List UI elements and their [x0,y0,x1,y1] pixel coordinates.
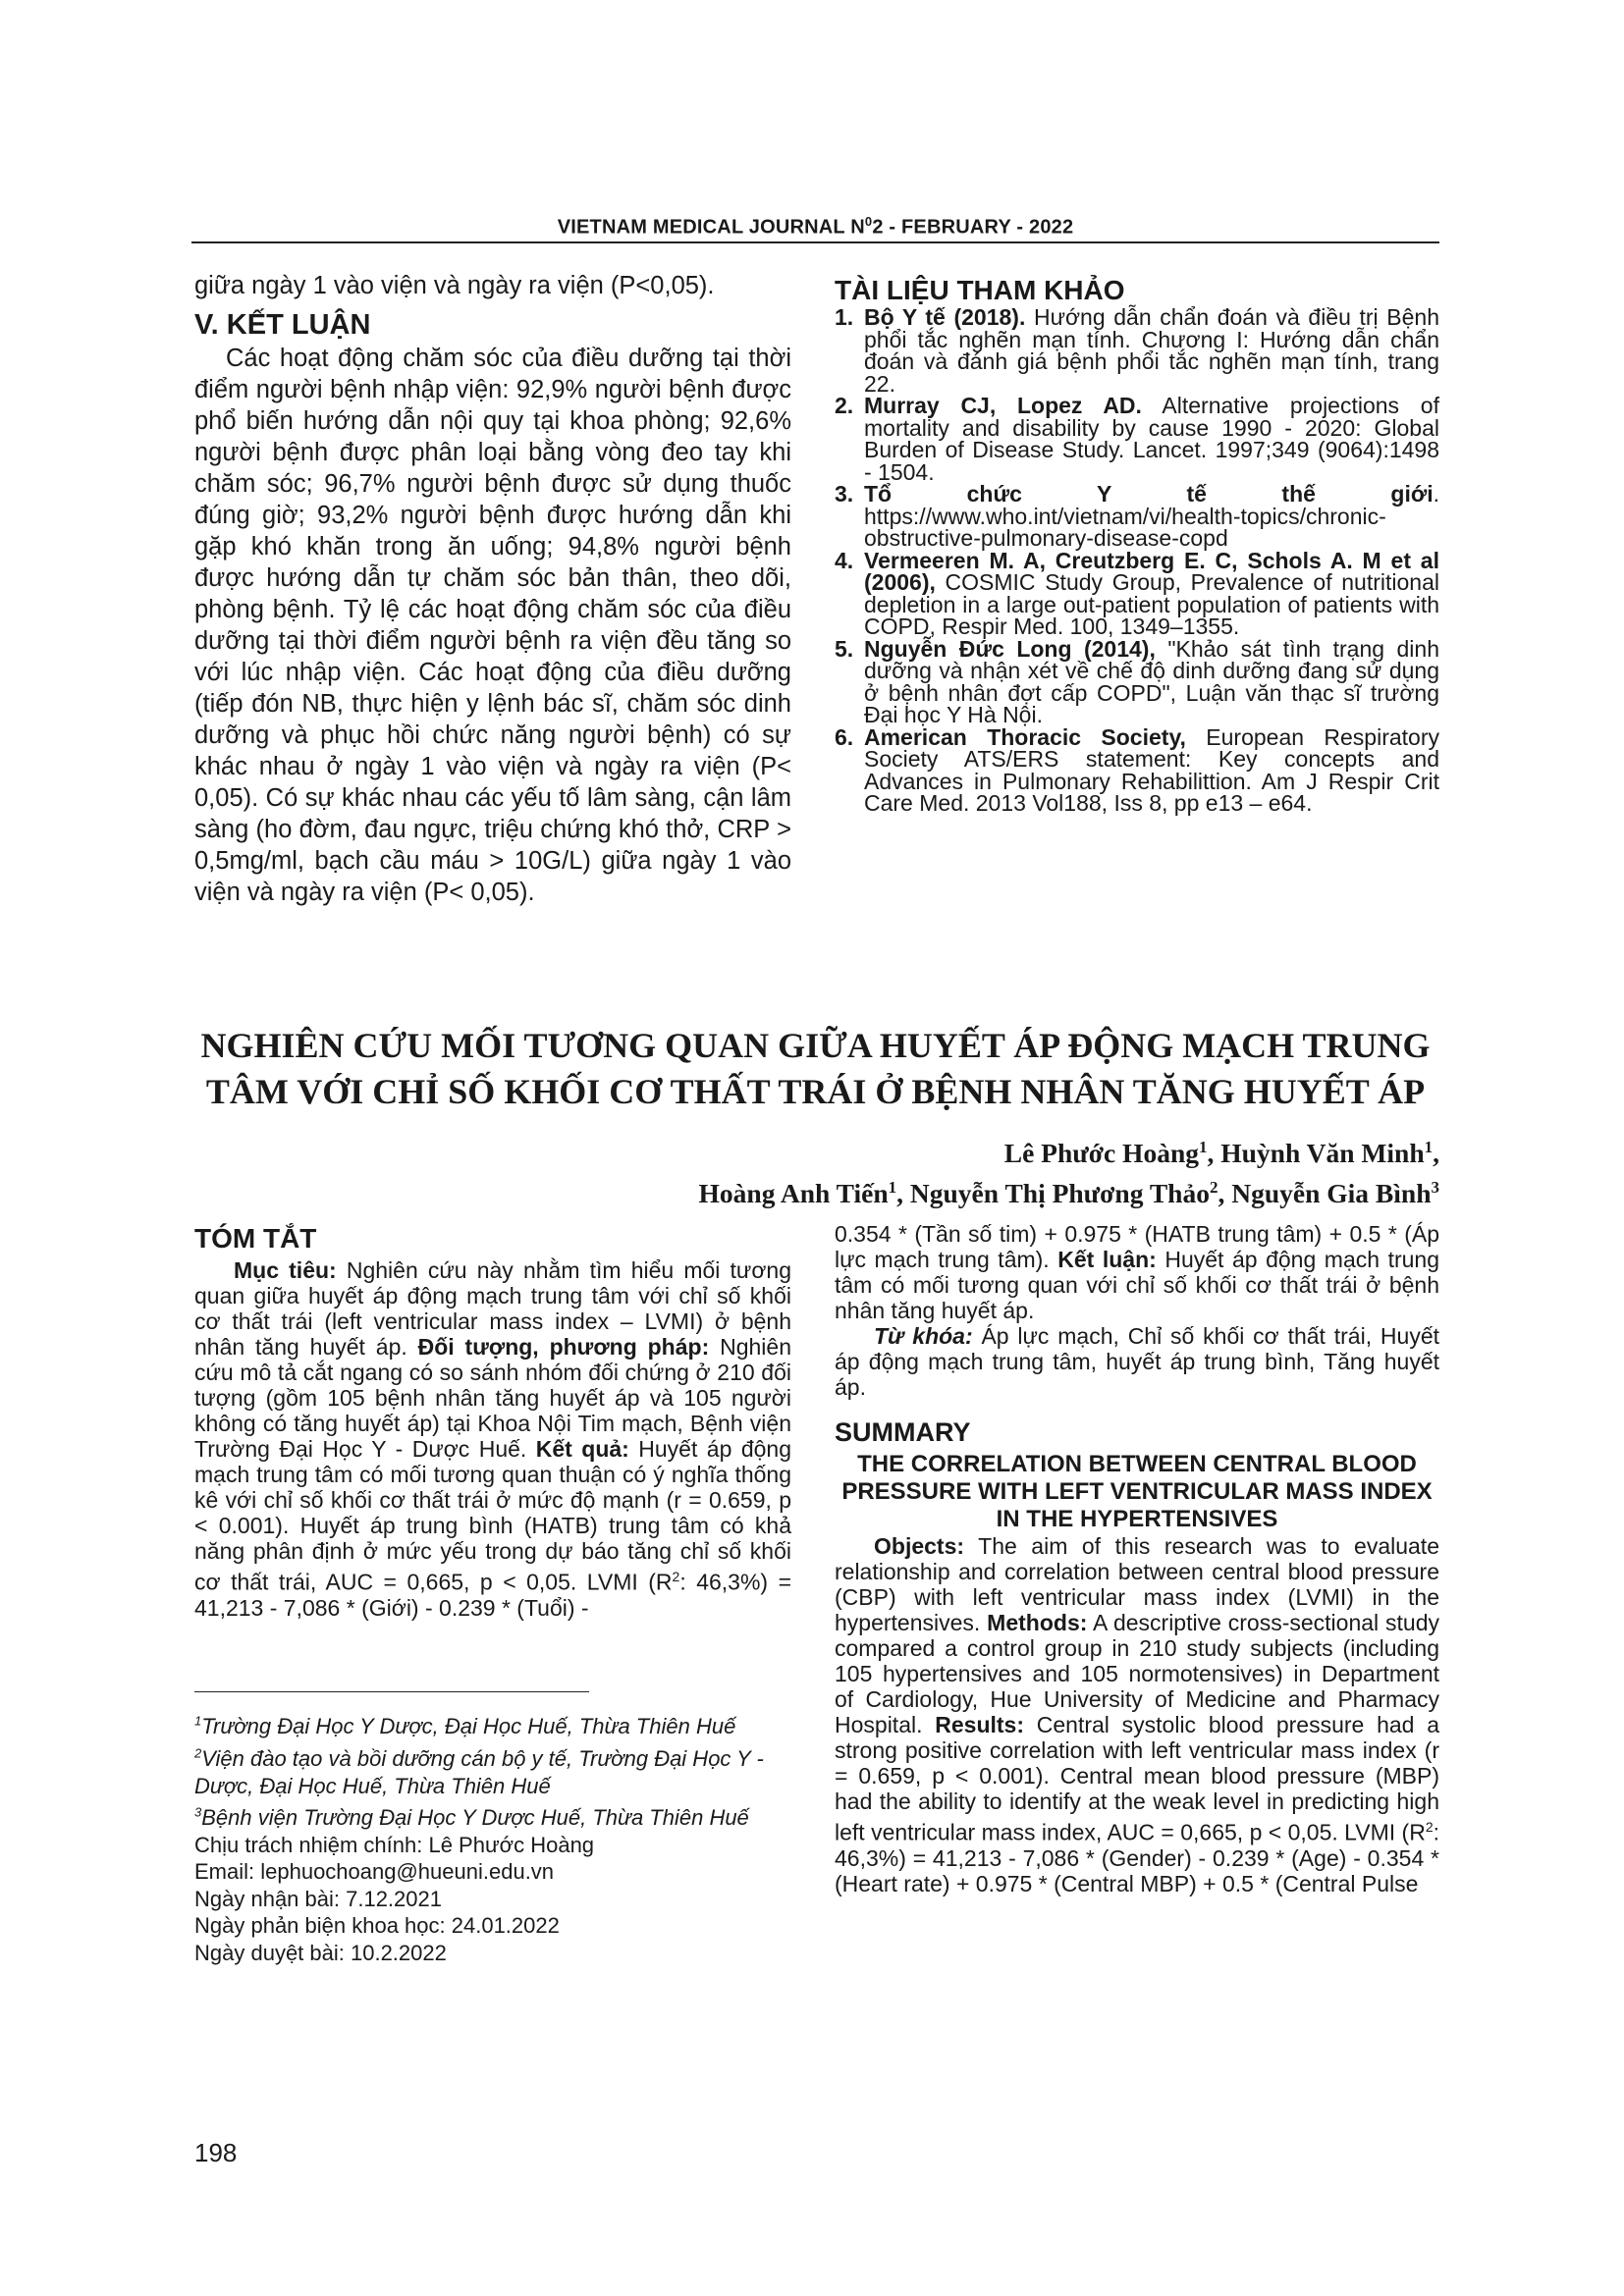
date-reviewed: Ngày phản biện khoa học: 24.01.2022 [194,1913,560,1939]
abstract-title: TÓM TẮT [194,1223,317,1254]
reference-number: 1. [835,304,854,330]
abstract-body [194,1257,791,1621]
reference-number: 5. [835,635,854,662]
date-accepted: Ngày duyệt bài: 10.2.2022 [194,1940,447,1965]
journal-issue: 2 - FEBRUARY - 2022 [872,216,1074,239]
keywords-text: Áp lực mạch, Chỉ số khối cơ thất trái, Huyết áp động mạch trung tâm, huyết áp trung bình, Tăng huyết áp. [835,1323,1439,1400]
references-list [835,306,1439,815]
summary-results-text: Central systolic blood pressure had a strong positive correlation with left ventricular mass index (r = 0.659, p < 0.001). Central mean blood pressure (MBP) had the ability to identify at the weak level in predicting high left ventricular mass index, AUC = 0,665, p < 0,05. LVMI (R [835,1712,1440,1845]
author-affiliation-sup: 1 [1424,1138,1434,1156]
keywords-label: Từ khóa: [874,1323,973,1349]
responsible-author: Chịu trách nhiệm chính: Lê Phước Hoàng [194,1832,595,1857]
footnote-rule [194,1691,589,1692]
conclusion-paragraph: Các hoạt động chăm sóc của điều dưỡng tại thời điểm người bệnh nhập viện: 92,9% người bệnh được phổ biến hướng dẫn nội quy tại khoa phòng; 92,6% người bệnh được phân loại bằng vòng đeo tay khi chăm sóc; 96,7% người bệnh được sử dụng thuốc đúng giờ; 93,2% người bệnh được hướng dẫn khi gặp khó khăn trong ăn uống; 94,8% người bệnh được hướng dẫn tự chăm sóc bản thân, theo dõi, phòng bệnh. Tỷ lệ các hoạt động chăm sóc của điều dưỡng tại thời điểm người bệnh ra viện đều tăng so với lúc nhập viện. Các hoạt động của điều dưỡng (tiếp đón NB, thực hiện y lệnh bác sĩ, chăm sóc dinh dưỡng và phục hồi chức năng người bệnh) có sự khác nhau ở ngày 1 vào viện và ngày ra viện (P< 0,05). Có sự khác nhau các yếu tố lâm sàng, cận lâm sàng (ho đờm, đau ngực, triệu chứng khó thở, CRP > 0,5mg/ml, bạch cầu máu > 10G/L) giữa ngày 1 vào viện và ngày ra viện (P< 0,05). [194,345,791,906]
authors-line-1 [1004,1131,1439,1170]
article-title-line1: NGHIÊN CỨU MỐI TƯƠNG QUAN GIỮA HUYẾT ÁP ĐỘNG MẠCH TRUNG [200,1026,1431,1065]
journal-name: VIETNAM MEDICAL JOURNAL N [557,216,865,239]
abstract-cont-text: 0.354 * (Tần số tim) + 0.975 * (HATB trung tâm) + 0.5 * (Áp lực mạch trung tâm). [835,1221,1439,1272]
reference-number: 6. [835,723,854,750]
keywords [835,1323,1439,1400]
results-label: Kết quả: [526,1436,629,1462]
reference-item [835,635,1439,727]
conclusion-label: Kết luận: [1049,1247,1157,1272]
author-affiliation-sup: 1 [1199,1138,1208,1156]
author-name: , Huỳnh Văn Minh [1207,1138,1425,1169]
email: Email: lephuochoang@hueuni.edu.vn [194,1859,555,1885]
continued-line: giữa ngày 1 vào viện và ngày ra viện (P<0,05). [194,272,715,299]
summary-subtitle: THE CORRELATION BETWEEN CENTRAL BLOOD PRESSURE WITH LEFT VENTRICULAR MASS INDEX IN THE HYPERTENSIVES [841,1451,1433,1532]
reference-details: European Respiratory Society ATS/ERS statement: Key concepts and Advances in Pulmonary Rehabilittion. Am J Respir Crit Care Med. 2013 Vol188, Iss 8, pp e13 – e64. [864,723,1439,816]
author-name: Hoàng Anh Tiến [698,1178,889,1209]
author-affiliation-sup: 2 [1209,1178,1218,1197]
reference-item [835,483,1439,550]
author-name: Lê Phước Hoàng [1003,1138,1199,1169]
results-text: Huyết áp động mạch trung tâm có mối tương quan thuận có ý nghĩa thống kê với chỉ số khối cơ thất trái ở mức độ mạnh (r = 0.659, p < 0.001). Huyết áp trung bình (HATB) trung tâm có khả năng phân định ở mức yếu trong dự báo tăng chỉ số khối cơ thất trái, AUC = 0,665, p < 0,05. LVMI (R [194,1436,791,1595]
abstract-vi [194,1224,791,1621]
reference-number: 4. [835,547,854,573]
summary-title: SUMMARY [835,1417,971,1447]
summary-body [835,1533,1439,1896]
results-text-2: : 46,3%) = 41,213 - 7,086 * (Giới) - 0.239 * (Tuổi) - [194,1569,791,1621]
page-number: 198 [194,2138,238,2167]
affiliation-3-text: Bệnh viện Trường Đại Học Y Dược Huế, Thừa Thiên Huế [201,1805,749,1831]
reference-number: 2. [835,393,854,418]
article-title-line2: TÂM VỚI CHỈ SỐ KHỐI CƠ THẤT TRÁI Ở BỆNH NHÂN TĂNG HUYẾT ÁP [205,1072,1426,1111]
header-rule [191,241,1439,243]
date-received: Ngày nhận bài: 7.12.2021 [194,1886,442,1911]
summary-results-text-2: : 46,3%) = 41,213 - 7,086 * (Gender) - 0.239 * (Age) - 0.354 * (Heart rate) + 0.975 * (Central MBP) + 0.5 * (Central Pulse [835,1819,1439,1896]
reference-details: . https://www.who.int/vietnam/vi/health-topics/chronic-obstructive-pulmonary-disease-copd [864,481,1439,551]
reference-item [835,723,1439,816]
affiliation-2: $^2$Viện đào tạo và bồi dưỡng cán bộ y tế, Trường Đại Học Y - Dược, Đại Học Huế, Thừa Thiên Huế [194,1745,764,1798]
affiliation-3: $^3$Bệnh viện Trường Đại Học Y Dược Huế, Thừa Thiên Huế [194,1805,749,1831]
abstract-continued [835,1221,1439,1323]
reference-item [835,395,1439,483]
methods-label: Đối tượng, phương pháp: [406,1334,710,1360]
reference-authors: American Thoracic Society, [864,723,1186,750]
affiliation-2-text: Viện đào tạo và bồi dưỡng cán bộ y tế, Trường Đại Học Y - Dược, Đại Học Huế, Thừa Thiên Huế [194,1746,764,1798]
left-column-top [194,270,791,908]
results-sup: 2 [672,1569,680,1584]
author-name: , [1433,1138,1439,1169]
author-name: , Nguyễn Thị Phương Thảo [896,1178,1210,1209]
footnotes [194,1708,791,1966]
right-column-bottom [835,1221,1439,1896]
journal-number-sup: 0 [864,214,873,229]
reference-details: "Khảo sát tình trạng dinh dưỡng và nhận xét về chế độ dinh dưỡng đang sử dụng ở bệnh nhân đợt cấp COPD", Luận văn thạc sĩ trường Đại học Y Hà Nội. [864,635,1439,727]
author-name: , Nguyễn Gia Bình [1218,1178,1432,1209]
reference-authors: Bộ Y tế (2018). [864,304,1026,330]
summary-methods-label: Methods: [980,1610,1088,1635]
objective-label: Mục tiêu: [234,1257,337,1283]
references-title: TÀI LIỆU THAM KHẢO [835,275,1125,305]
author-affiliation-sup: 1 [888,1178,897,1197]
running-header [191,214,1439,240]
article-title [191,1023,1439,1115]
objects-text: The aim of this research was to evaluate relationship and correlation between central blood pressure (CBP) with left ventricular mass index (LVMI) in the hypertensives. [835,1533,1439,1635]
reference-item [835,306,1439,395]
methods-text: Nghiên cứu mô tả cắt ngang có so sánh nhóm đối chứng ở 210 đối tượng (gồm 105 bệnh nhân tăng huyết áp và 105 người không có tăng huyết áp) tại Khoa Nội Tim mạch, Bệnh viện Trường Đại Học Y - Dược Huế. [194,1334,791,1462]
reference-details: Hướng dẫn chẩn đoán và điều trị Bệnh phổi tắc nghẽn mạn tính. Chương I: Hướng dẫn chẩn đoán và đánh giá bệnh phổi tắc nghẽn mạn tính, trang 22. [864,304,1439,397]
references-section [835,275,1439,815]
objects-label: Objects: [874,1533,965,1559]
authors-line-2 [699,1171,1439,1210]
affiliation-1-text: Trường Đại Học Y Dược, Đại Học Huế, Thừa Thiên Huế [201,1714,736,1739]
affiliation-1: $^1$Trường Đại Học Y Dược, Đại Học Huế, Thừa Thiên Huế [194,1714,736,1739]
author-affiliation-sup: 3 [1431,1178,1439,1197]
reference-authors: Tổ chức Y tế thế giới [864,481,1434,507]
summary-methods-text: A descriptive cross-sectional study compared a control group in 210 study subjects (including 105 hypertensives and 105 normotensives) in Department of Cardiology, Hue University of Medicine and Pharmacy Hospital. [835,1610,1439,1737]
reference-details: Alternative projections of mortality and disability by cause 1990 - 2020: Global Burden of Disease Study. Lancet. 1997;349 (9064):1498 - 1504. [864,393,1439,485]
conclusion-text: Huyết áp động mạch trung tâm có mối tương quan với chỉ số khối cơ thất trái ở bệnh nhân tăng huyết áp. [835,1247,1440,1323]
reference-details: COSMIC Study Group, Prevalence of nutritional depletion in a large out-patient population of patients with COPD, Respir Med. 100, 1349–1355. [864,569,1439,639]
summary-results-label: Results: [935,1712,1024,1737]
reference-item [835,547,1439,639]
reference-number: 3. [835,481,854,507]
section-title-conclusion: V. KẾT LUẬN [194,309,371,341]
summary-results-sup: 2 [1425,1819,1434,1835]
reference-authors: Murray CJ, Lopez AD. [864,393,1142,418]
objective-text: Nghiên cứu này nhằm tìm hiểu mối tương quan giữa huyết áp động mạch trung tâm với chỉ số khối cơ thất trái (left ventricular mass index – LVMI) ở bệnh nhân tăng huyết áp. [194,1257,791,1360]
reference-authors: Nguyễn Đức Long (2014), [864,635,1156,662]
reference-authors: Vermeeren M. A, Creutzberg E. C, Schols A. M et al (2006), [864,547,1439,595]
